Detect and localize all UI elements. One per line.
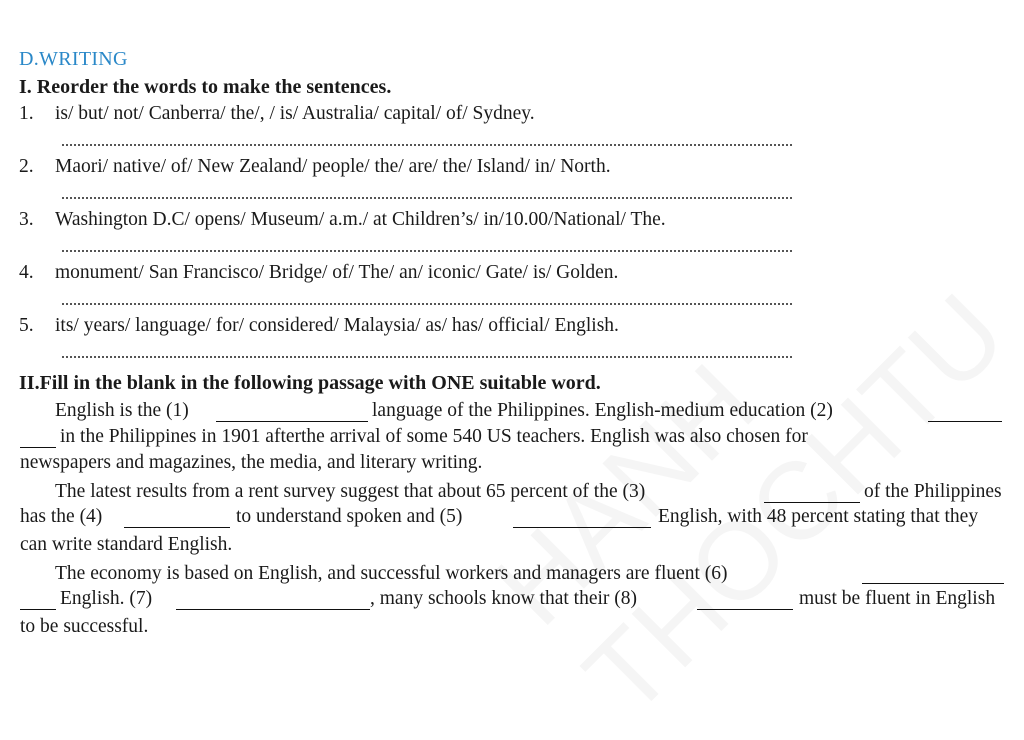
answer-line[interactable] [62,356,792,358]
blank-1[interactable] [216,421,368,422]
item-number: 1. [19,103,34,124]
blank-3[interactable] [764,502,860,503]
blank-2-cont[interactable] [20,447,56,448]
passage-text: English. (7) [60,588,153,609]
blank-8[interactable] [697,609,793,610]
passage-text: English, with 48 percent stating that they [658,506,979,527]
section-title: D.WRITING [19,48,128,70]
item-number: 4. [19,262,34,283]
blank-4[interactable] [124,527,230,528]
answer-line[interactable] [62,144,792,146]
answer-line[interactable] [62,303,792,305]
item-text: Maori/ native/ of/ New Zealand/ people/ the/ are/ the/ Island/ in/ North. [55,156,611,177]
item-text: Washington D.C/ opens/ Museum/ a.m./ at Children’s/ in/10.00/National/ The. [55,209,666,230]
passage-text: The economy is based on English, and successful workers and managers are fluent (6) [55,563,728,584]
passage-text: newspapers and magazines, the media, and literary writing. [20,452,483,473]
item-number: 2. [19,156,34,177]
passage-text: can write standard English. [20,534,233,555]
blank-2[interactable] [928,421,1002,422]
passage-text: to understand spoken and (5) [236,506,463,527]
list-item [19,262,618,284]
list-item [19,103,535,125]
item-text: its/ years/ language/ for/ considered/ Malaysia/ as/ has/ official/ English. [55,315,619,336]
blank-6[interactable] [862,583,1004,584]
list-item [19,209,666,231]
blank-6-cont[interactable] [20,609,56,610]
list-item [19,315,619,337]
item-number: 3. [19,209,34,230]
passage-text: must be fluent in English [799,588,996,609]
passage-text: English is the (1) [55,400,189,421]
part2-title: II.Fill in the blank in the following passage with ONE suitable word. [19,372,601,394]
answer-line[interactable] [62,197,792,199]
passage-text: in the Philippines in 1901 afterthe arrival of some 540 US teachers. English was also chosen for [60,426,808,447]
passage-text: , many schools know that their (8) [370,588,637,609]
passage-text: language of the Philippines. English-medium education (2) [372,400,833,421]
passage-text: to be successful. [20,616,149,637]
blank-5[interactable] [513,527,651,528]
answer-line[interactable] [62,250,792,252]
passage-text: of the Philippines [864,481,1002,502]
passage-text: The latest results from a rent survey suggest that about 65 percent of the (3) [55,481,646,502]
item-text: monument/ San Francisco/ Bridge/ of/ The/ an/ iconic/ Gate/ is/ Golden. [55,262,619,283]
blank-7[interactable] [176,609,370,610]
list-item [19,156,611,178]
item-text: is/ but/ not/ Canberra/ the/, / is/ Australia/ capital/ of/ Sydney. [55,103,535,124]
passage-text: has the (4) [20,506,103,527]
part1-title: I. Reorder the words to make the sentences. [19,76,392,98]
item-number: 5. [19,315,34,336]
watermark [470,168,1024,739]
